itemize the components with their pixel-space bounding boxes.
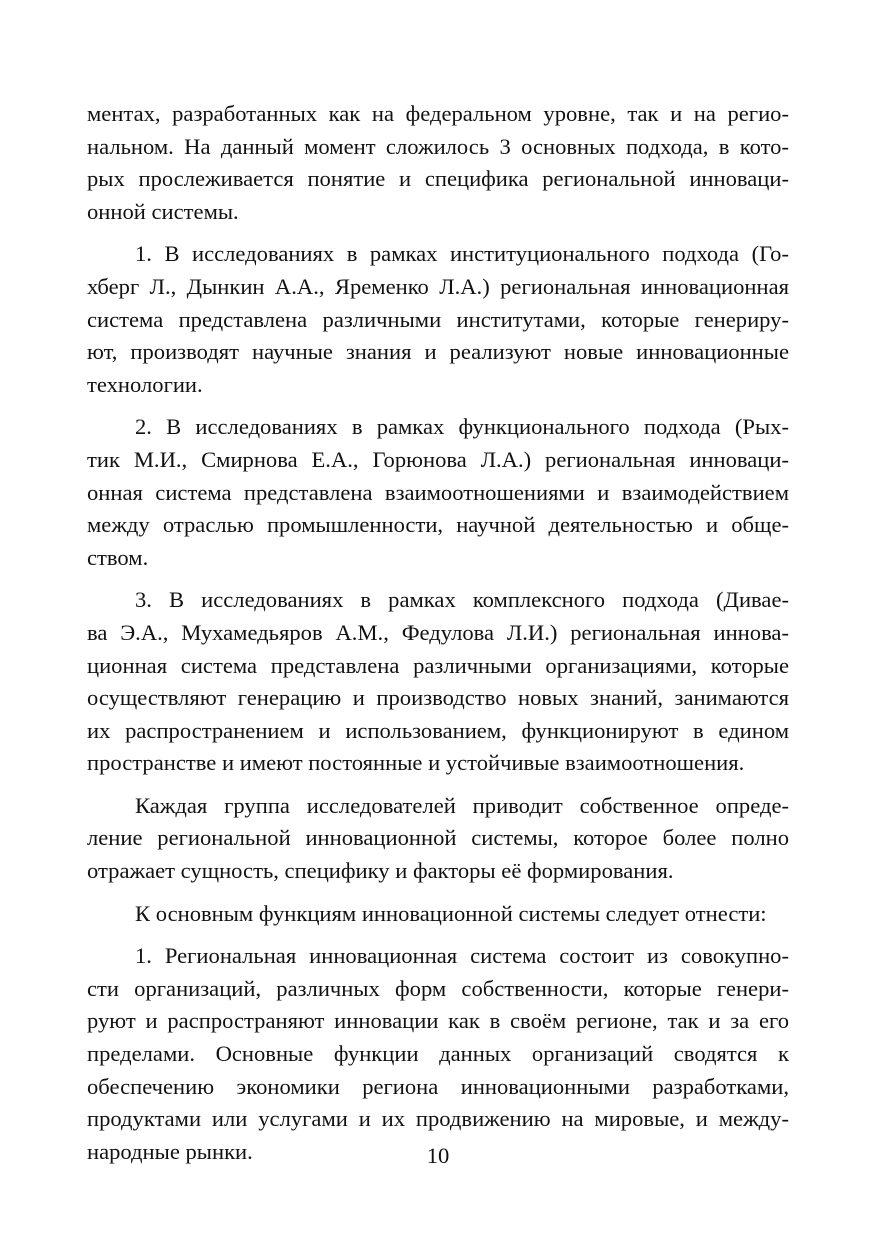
text-line: сти организаций, различных форм собственности, которые генери- (87, 975, 789, 1001)
text-line: пространстве и имеют постоянные и устойчивые взаимоотношения. (87, 750, 745, 776)
text-line: система представлена различными институтами, которые генериру- (87, 306, 789, 332)
text-line: онной системы. (87, 198, 239, 224)
text-line: тик М.И., Смирнова Е.А., Горюнова Л.А.) региональная инноваци- (87, 446, 789, 472)
page-number: 10 (426, 1143, 450, 1168)
text-line: осуществляют генерацию и производство новых знаний, занимаются (87, 685, 789, 711)
text-line: их распространением и использованием, функционируют в едином (87, 717, 789, 743)
text-line: ством. (87, 544, 149, 570)
text-line: ментах, разработанных как на федеральном уровне, так и на регио- (87, 101, 789, 126)
text-line: нальном. На данный момент сложилось 3 основных подхода, в кото- (87, 133, 789, 159)
text-line: технологии. (87, 371, 203, 397)
text-line: отражает сущность, специфику и факторы её формирования. (87, 858, 674, 884)
paragraph-functions-intro (87, 898, 789, 931)
paragraph-complex-approach (87, 584, 789, 780)
text-line: К основным функциям инновационной системы следует отнести: (135, 900, 767, 926)
text-line: ление региональной инновационной системы, которое более полно (87, 825, 789, 851)
text-line: 3. В исследованиях в рамках комплексного подхода (Дивае- (135, 587, 789, 613)
paragraph-continuation (87, 98, 789, 228)
paragraph-definitions (87, 790, 789, 888)
text-line: рых прослеживается понятие и специфика региональной инноваци- (87, 166, 789, 192)
text-line: 1. В исследованиях в рамках институционального подхода (Го- (135, 241, 789, 267)
text-line: хберг Л., Дынкин А.А., Яременко Л.А.) региональная инновационная (87, 273, 789, 299)
text-line: ционная система представлена различными организациями, которые (87, 652, 789, 678)
text-line: продуктами или услугами и их продвижению на мировые, и между- (87, 1106, 789, 1132)
text-line: руют и распространяют инновации как в своём регионе, так и за его (87, 1008, 789, 1034)
paragraph-functional-approach (87, 411, 789, 574)
page-body (87, 98, 789, 1178)
text-line: народные рынки. (87, 1138, 253, 1164)
text-line: ют, производят научные знания и реализуют новые инновационные (87, 339, 789, 365)
text-line: онная система представлена взаимоотношениями и взаимодействием (87, 479, 789, 505)
text-line: пределами. Основные функции данных организаций сводятся к (87, 1041, 789, 1067)
text-line: Каждая группа исследователей приводит собственное опреде- (135, 792, 789, 818)
text-line: 2. В исследованиях в рамках функционального подхода (Рых- (135, 414, 789, 440)
paragraph-function-1 (87, 940, 789, 1168)
text-line: обеспечению экономики региона инновационными разработками, (87, 1073, 789, 1099)
text-line: ва Э.А., Мухамедьяров А.М., Федулова Л.И.) региональная иннова- (87, 619, 789, 645)
text-line: 1. Региональная инновационная система состоит из совокупно- (135, 943, 789, 969)
paragraph-institutional-approach (87, 238, 789, 401)
text-line: между отраслью промышленности, научной деятельностью и обще- (87, 512, 789, 538)
